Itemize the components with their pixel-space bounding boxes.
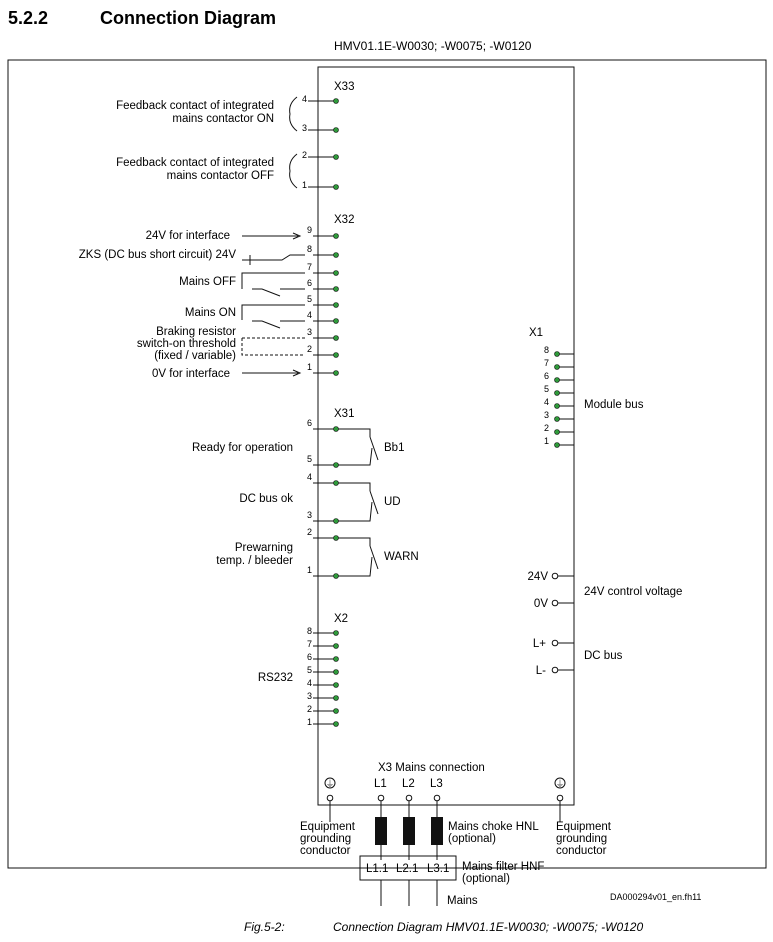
ground-right-terminal: [557, 795, 563, 801]
pin-number: 3: [544, 410, 550, 420]
terminal-0v: [552, 600, 558, 606]
terminal-lminus: [552, 667, 558, 673]
x32-braking-line2: switch-on threshold: [136, 338, 236, 350]
x32-zks-wire: [242, 255, 305, 260]
terminal-pin: [555, 352, 560, 357]
pin-number: 7: [307, 639, 313, 649]
terminal-pin: [334, 670, 339, 675]
terminal-pin: [334, 657, 339, 662]
terminal-pin: [555, 404, 560, 409]
x33-on-brace: [290, 97, 297, 131]
pin-number: 4: [302, 94, 308, 104]
terminal-pin: [334, 427, 339, 432]
terminal-lplus-label: L+: [532, 638, 546, 650]
terminal-0v-label: 0V: [533, 598, 548, 610]
ground-right-line3: conductor: [556, 845, 607, 857]
terminal-pin: [555, 443, 560, 448]
x3-phase-l1: L1: [374, 778, 387, 790]
pin-number: 4: [307, 472, 313, 482]
terminal-pin: [334, 683, 339, 688]
terminal-pin: [334, 319, 339, 324]
ground-left-glyph: ⏚: [325, 779, 335, 789]
terminal-pin: [334, 722, 339, 727]
pin-number: 6: [307, 652, 313, 662]
filter-terminal-l1: L1.1: [366, 863, 389, 875]
braking-dash-bottom: [242, 338, 305, 355]
l2-terminal: [406, 795, 412, 801]
document-id: DA000294v01_en.fh11: [610, 892, 702, 902]
x33-feedback-on-line1: Feedback contact of integrated: [116, 100, 274, 112]
warn-label: WARN: [384, 551, 419, 563]
choke-l2: [403, 817, 415, 845]
x33-label: X33: [334, 81, 355, 93]
pin-number: 1: [307, 362, 313, 372]
terminal-pin: [555, 365, 560, 370]
page-title: Connection Diagram: [100, 8, 277, 28]
ud-label: UD: [384, 496, 401, 508]
mains-off-wire-top: [242, 273, 305, 289]
x32-24v-interface-label: 24V for interface: [145, 230, 230, 242]
dc-bus-label: DC bus: [584, 650, 623, 662]
x33-feedback-on-line2: mains contactor ON: [172, 113, 274, 125]
pin-number: 8: [307, 626, 313, 636]
terminal-pin: [334, 353, 339, 358]
pin-number: 3: [307, 327, 313, 337]
pin-number: 7: [307, 262, 313, 272]
section-number: 5.2.2: [8, 8, 49, 28]
ground-left-line1: Equipment: [300, 821, 355, 833]
terminal-pin: [334, 644, 339, 649]
pin-number: 9: [307, 225, 313, 235]
x31-dcbus-ok-label: DC bus ok: [239, 493, 293, 505]
ud-contact: [338, 483, 372, 521]
device-box: [318, 67, 574, 805]
mains-label: Mains: [447, 895, 478, 907]
terminal-pin: [334, 128, 339, 133]
pin-number: 5: [307, 665, 313, 675]
pin-number: 5: [544, 384, 550, 394]
x3-title: X3 Mains connection: [378, 762, 485, 774]
x32-braking-line3: (fixed / variable): [154, 350, 236, 362]
terminal-pin: [555, 391, 560, 396]
x3-phase-l3: L3: [430, 778, 443, 790]
filter-terminal-l3: L3.1: [427, 863, 450, 875]
mains-on-wire-top: [242, 305, 305, 320]
x33-feedback-off-line1: Feedback contact of integrated: [116, 157, 274, 169]
choke-l1: [375, 817, 387, 845]
model-subtitle: HMV01.1E-W0030; -W0075; -W0120: [334, 39, 532, 53]
x33-pins: [302, 94, 339, 190]
pin-number: 8: [307, 244, 313, 254]
bb1-contact: [338, 429, 372, 465]
figure-number: Fig.5-2:: [244, 920, 285, 934]
pin-number: 8: [544, 345, 550, 355]
terminal-pin: [334, 271, 339, 276]
terminal-pin: [334, 631, 339, 636]
terminal-pin: [555, 430, 560, 435]
x1-label: X1: [529, 327, 544, 339]
pin-number: 1: [307, 565, 313, 575]
pin-number: 3: [302, 123, 308, 133]
x32-label: X32: [334, 214, 355, 226]
ground-left-line2: grounding: [300, 833, 352, 845]
x3-phase-l2: L2: [402, 778, 415, 790]
pin-number: 6: [544, 371, 550, 381]
pin-number: 4: [307, 310, 313, 320]
terminal-pin: [334, 519, 339, 524]
warn-contact: [338, 538, 372, 576]
filter-label-line1: Mains filter HNF: [462, 861, 545, 873]
x1-pins: [544, 345, 574, 448]
control-voltage-label: 24V control voltage: [584, 586, 683, 598]
l1-terminal: [378, 795, 384, 801]
pin-number: 2: [302, 150, 308, 160]
terminal-pin: [334, 536, 339, 541]
x1-module-bus-label: Module bus: [584, 399, 644, 411]
x31-label: X31: [334, 408, 355, 420]
terminal-pin: [334, 574, 339, 579]
figure-caption: Connection Diagram HMV01.1E-W0030; -W0075; -W0120: [333, 920, 644, 934]
bb1-label: Bb1: [384, 442, 405, 454]
x31-prewarning-line2: temp. / bleeder: [216, 555, 293, 567]
pin-number: 4: [307, 678, 313, 688]
diagram-frame: [8, 60, 766, 868]
terminal-pin: [334, 336, 339, 341]
pin-number: 5: [307, 454, 313, 464]
mains-on-contact: [252, 321, 305, 328]
x32-mains-on-label: Mains ON: [184, 307, 236, 319]
x31-ready-label: Ready for operation: [191, 442, 293, 454]
x2-rs232-label: RS232: [257, 672, 293, 684]
terminal-pin: [334, 696, 339, 701]
pin-number: 3: [307, 510, 313, 520]
choke-label-line1: Mains choke HNL: [448, 821, 539, 833]
choke-label-line2: (optional): [448, 833, 496, 845]
x2-label: X2: [334, 613, 349, 625]
terminal-pin: [334, 709, 339, 714]
pin-number: 3: [307, 691, 313, 701]
terminal-pin: [334, 155, 339, 160]
terminal-pin: [334, 253, 339, 258]
terminal-pin: [334, 481, 339, 486]
filter-label-line2: (optional): [462, 873, 510, 885]
terminal-pin: [334, 371, 339, 376]
choke-l3: [431, 817, 443, 845]
l3-terminal: [434, 795, 440, 801]
terminal-pin: [555, 378, 560, 383]
terminal-pin: [334, 99, 339, 104]
x33-feedback-off-line2: mains contactor OFF: [166, 170, 274, 182]
pin-number: 6: [307, 278, 313, 288]
terminal-pin: [334, 234, 339, 239]
x2-pins: [307, 626, 339, 727]
ground-left-terminal: [327, 795, 333, 801]
pin-number: 5: [307, 294, 313, 304]
x32-0v-interface-label: 0V for interface: [152, 368, 230, 380]
x32-zks-label: ZKS (DC bus short circuit) 24V: [78, 249, 236, 261]
terminal-pin: [334, 185, 339, 190]
ground-right-glyph: ⏚: [555, 779, 565, 789]
x33-off-brace: [290, 154, 297, 188]
x32-braking-line1: Braking resistor: [156, 326, 236, 338]
terminal-pin: [334, 463, 339, 468]
terminal-pin: [334, 287, 339, 292]
terminal-lplus: [552, 640, 558, 646]
pin-number: 2: [544, 423, 550, 433]
terminal-24v-label: 24V: [527, 571, 548, 583]
terminal-lminus-label: L-: [535, 665, 546, 677]
pin-number: 7: [544, 358, 550, 368]
terminal-24v: [552, 573, 558, 579]
pin-number: 4: [544, 397, 550, 407]
pin-number: 2: [307, 344, 313, 354]
terminal-pin: [334, 303, 339, 308]
terminal-pin: [555, 417, 560, 422]
pin-number: 2: [307, 704, 313, 714]
pin-number: 1: [302, 180, 308, 190]
pin-number: 2: [307, 527, 313, 537]
pin-number: 6: [307, 418, 313, 428]
filter-terminal-l2: L2.1: [396, 863, 419, 875]
x32-mains-off-label: Mains OFF: [179, 276, 236, 288]
ground-right-line2: grounding: [556, 833, 608, 845]
pin-number: 1: [307, 717, 313, 727]
x31-prewarning-line1: Prewarning: [234, 542, 293, 554]
ground-left-line3: conductor: [300, 845, 351, 857]
ground-right-line1: Equipment: [556, 821, 611, 833]
pin-number: 1: [544, 436, 550, 446]
mains-off-contact: [252, 289, 305, 296]
x32-pins: [307, 225, 339, 376]
x31-pins: [307, 418, 339, 579]
